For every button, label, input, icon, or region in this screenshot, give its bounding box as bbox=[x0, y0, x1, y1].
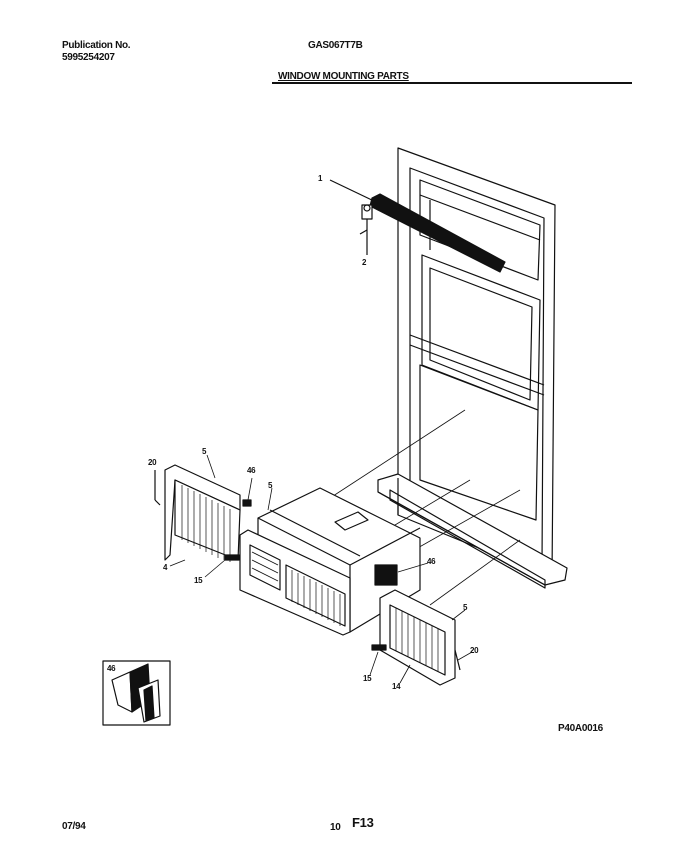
callout-46-left: 46 bbox=[247, 466, 256, 475]
callout-1: 1 bbox=[318, 174, 323, 183]
callout-20-left: 20 bbox=[148, 458, 157, 467]
callout-46-right: 46 bbox=[427, 557, 436, 566]
callout-14: 14 bbox=[392, 682, 401, 691]
figure-reference: F13 bbox=[352, 815, 374, 830]
left-side-curtain bbox=[155, 465, 251, 562]
callout-2: 2 bbox=[362, 258, 367, 267]
callout-4: 4 bbox=[163, 563, 168, 572]
publication-number: 5995254207 bbox=[62, 52, 115, 63]
page-number: 10 bbox=[330, 822, 341, 833]
callout-5-left: 5 bbox=[202, 447, 207, 456]
figure-code: P40A0016 bbox=[558, 723, 603, 734]
section-title: WINDOW MOUNTING PARTS bbox=[278, 71, 409, 82]
model-number: GAS067T7B bbox=[308, 40, 363, 51]
callout-20-right: 20 bbox=[470, 646, 479, 655]
callout-5-top: 5 bbox=[268, 481, 273, 490]
footer-date: 07/94 bbox=[62, 821, 86, 832]
callout-15-right: 15 bbox=[363, 674, 372, 683]
right-side-curtain bbox=[372, 590, 460, 685]
callout-5-right: 5 bbox=[463, 603, 468, 612]
callout-15-left: 15 bbox=[194, 576, 203, 585]
callout-46-inset: 46 bbox=[107, 664, 116, 673]
publication-label: Publication No. bbox=[62, 40, 131, 51]
